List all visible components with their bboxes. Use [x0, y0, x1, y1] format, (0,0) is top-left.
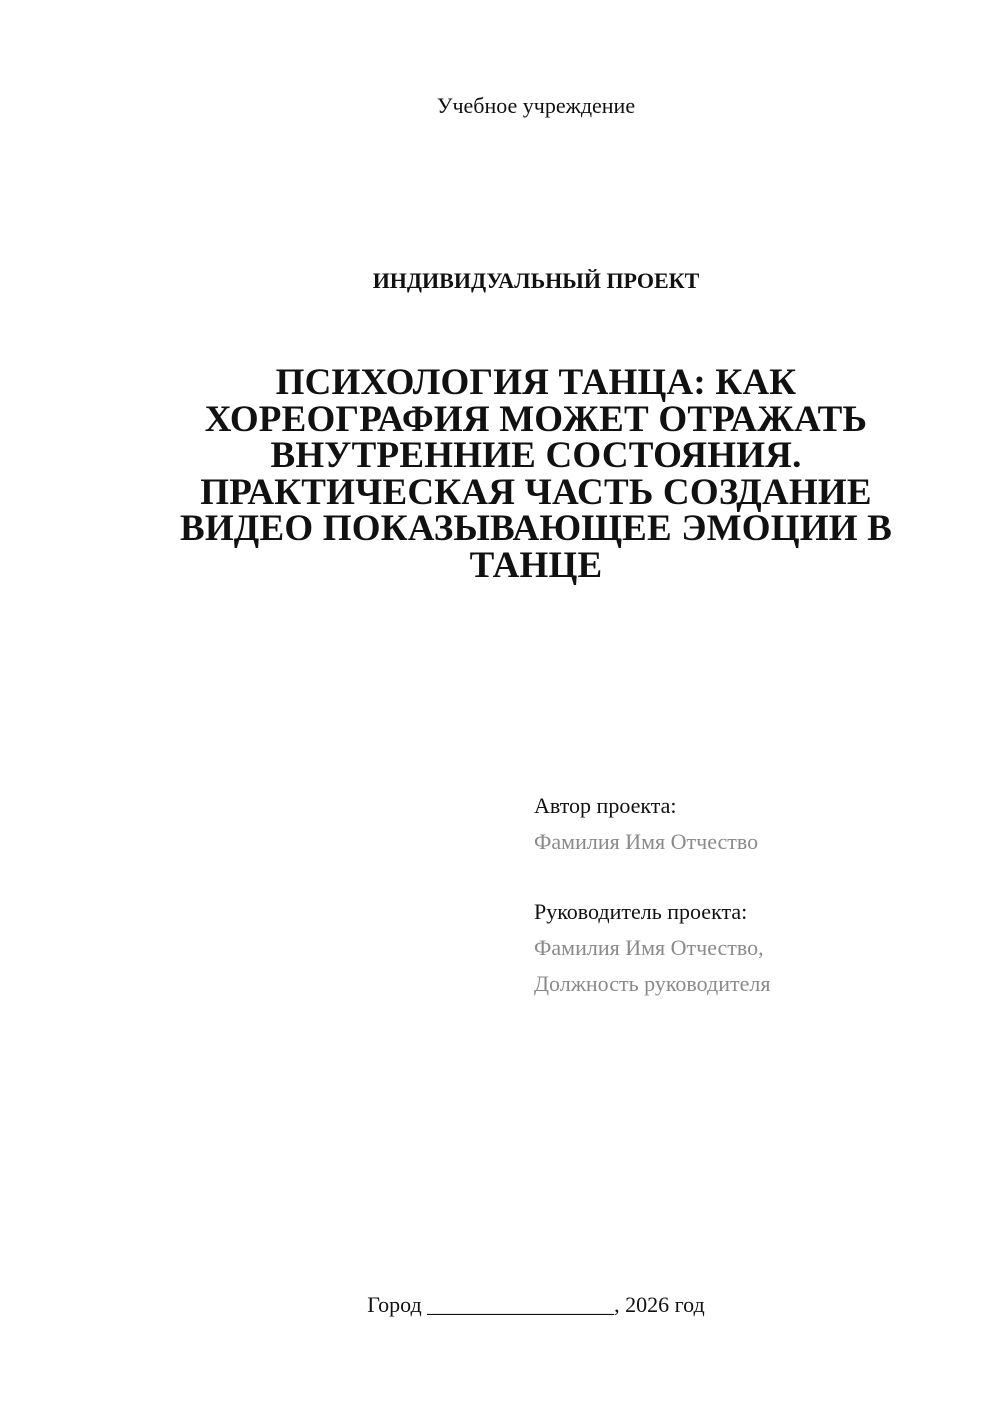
city-year-line: Город _________________, 2026 год [367, 1292, 705, 1317]
supervisor-position: Должность руководителя [534, 971, 771, 996]
supervisor-name: Фамилия Имя Отчество, [534, 935, 764, 960]
author-name: Фамилия Имя Отчество [534, 829, 759, 854]
project-title-line: ПСИХОЛОГИЯ ТАНЦА: КАК [275, 362, 797, 403]
project-title-line: ВИДЕО ПОКАЗЫВАЮЩЕЕ ЭМОЦИИ В [179, 508, 893, 549]
project-title-line: ТАНЦЕ [469, 544, 603, 586]
project-info-block [534, 788, 964, 1002]
project-type-heading: ИНДИВИДУАЛЬНЫЙ ПРОЕКТ [372, 268, 700, 293]
institution-name: Учебное учреждение [436, 93, 636, 118]
project-title-line: ХОРЕОГРАФИЯ МОЖЕТ ОТРАЖАТЬ [204, 398, 868, 440]
project-title-line: ПРАКТИЧЕСКАЯ ЧАСТЬ СОЗДАНИЕ [200, 471, 872, 513]
project-title [150, 362, 922, 586]
supervisor-label: Руководитель проекта: [534, 899, 748, 924]
author-label: Автор проекта: [534, 793, 677, 818]
project-title-line: ВНУТРЕННИЕ СОСТОЯНИЯ. [270, 435, 802, 476]
info-spacer [534, 860, 964, 894]
